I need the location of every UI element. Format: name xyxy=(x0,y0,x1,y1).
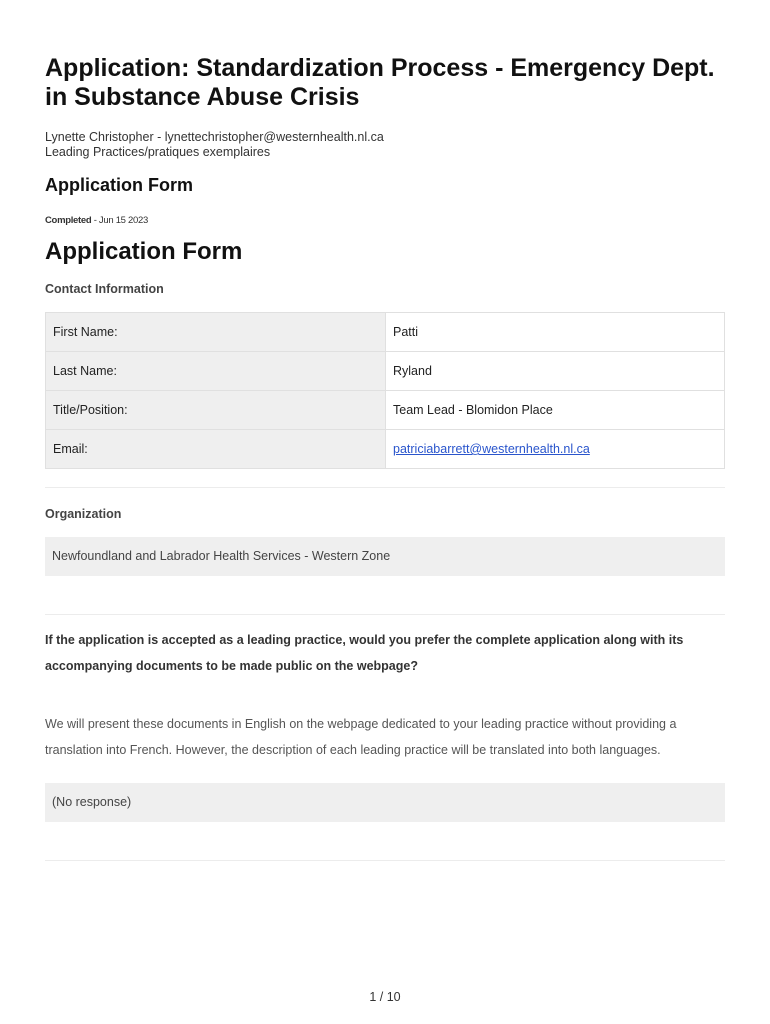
table-row xyxy=(46,352,725,391)
status-label: Completed xyxy=(45,215,92,226)
status-line xyxy=(45,215,148,226)
table-row xyxy=(46,430,725,469)
first-name-label: First Name: xyxy=(46,313,386,352)
contact-information-heading: Contact Information xyxy=(45,282,164,296)
last-name-value: Ryland xyxy=(386,352,725,391)
form-title: Application Form xyxy=(45,238,243,265)
section-title: Application Form xyxy=(45,175,193,195)
status-date: - Jun 15 2023 xyxy=(91,215,148,226)
divider xyxy=(45,860,725,861)
page-title: Application: Standardization Process - Emergency Dept. in Substance Abuse Crisis xyxy=(45,54,715,111)
organization-value: Newfoundland and Labrador Health Services - Western Zone xyxy=(45,537,725,576)
contact-information-table xyxy=(45,312,725,469)
organization-heading: Organization xyxy=(45,507,122,521)
table-row xyxy=(46,313,725,352)
page-indicator: 1 / 10 xyxy=(369,990,401,1004)
divider xyxy=(45,487,725,488)
publication-description: We will present these documents in English on the webpage dedicated to your leading practice without providing a translation into French. However, the description of each leading practice will be translated into both languages. xyxy=(45,717,677,757)
first-name-value: Patti xyxy=(386,313,725,352)
question-response: (No response) xyxy=(45,783,725,822)
divider xyxy=(45,614,725,615)
email-label: Email: xyxy=(46,430,386,469)
author-subline: Leading Practices/pratiques exemplaires xyxy=(45,145,271,159)
author-line: Lynette Christopher - lynettechristopher@westernhealth.nl.ca xyxy=(45,130,384,144)
email-link[interactable]: patriciabarrett@westernhealth.nl.ca xyxy=(393,442,590,456)
table-row xyxy=(46,391,725,430)
publication-question: If the application is accepted as a leading practice, would you prefer the complete application along with its accompanying documents to be made public on the webpage? xyxy=(45,633,684,673)
title-position-label: Title/Position: xyxy=(46,391,386,430)
title-position-value: Team Lead - Blomidon Place xyxy=(386,391,725,430)
email-value-cell xyxy=(386,430,725,469)
last-name-label: Last Name: xyxy=(46,352,386,391)
